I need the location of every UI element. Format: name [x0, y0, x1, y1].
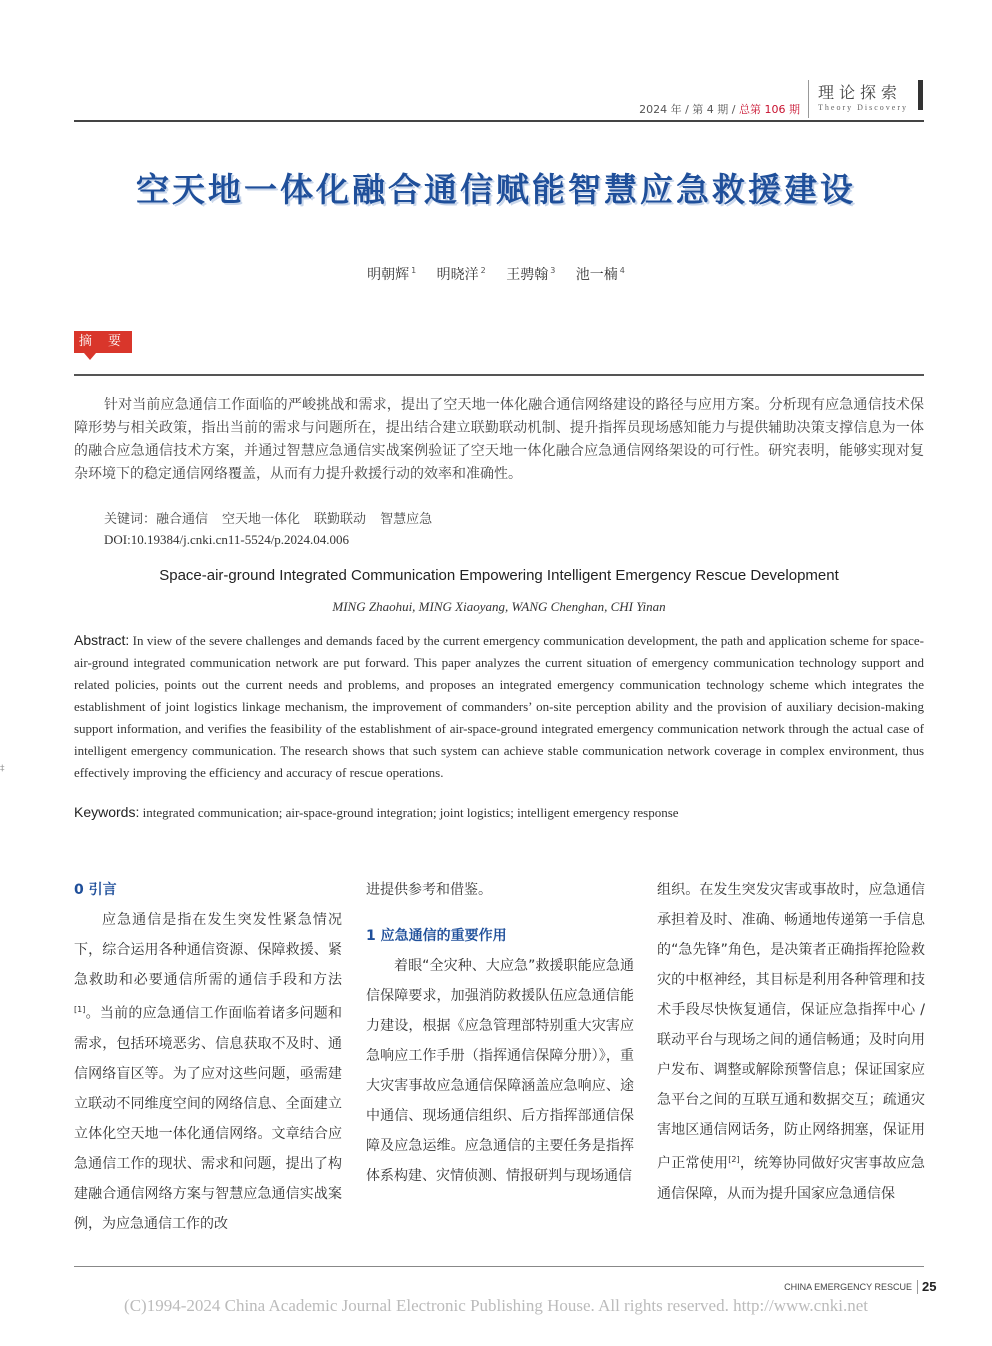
author	[506, 267, 555, 283]
body-column-2	[366, 875, 634, 1191]
body-paragraph: 进提供参考和借鉴。	[366, 882, 492, 898]
body-paragraph	[74, 905, 342, 1239]
citation-ref[interactable]: [1]	[74, 1005, 86, 1014]
section-heading: 0 引言	[74, 882, 117, 898]
margin-mark: ‡	[0, 764, 5, 774]
header-divider	[808, 80, 809, 118]
body-paragraph	[657, 875, 925, 1209]
body-column-3	[657, 875, 925, 1209]
author-name: 王骋翰	[506, 267, 549, 283]
author-affil: 2	[480, 266, 486, 276]
body-text: 。当前的应急通信工作面临着诸多问题和需求，包括环境恶劣、信息获取不及时、通信网络盲区等。为了应对这些问题，亟需建立联动不同维度空间的网络信息、全面建立立体化空天地一体化通信网络。文章结合应急通信工作的现状、需求和问题，提出了构建融合通信网络方案与智慧应急通信实战案例，为应急通信工作的改	[74, 1005, 342, 1232]
article-title: 空天地一体化融合通信赋能智慧应急救援建设	[136, 170, 856, 209]
keyword: 联勤联动	[314, 512, 367, 527]
author-name: 明晓洋	[436, 267, 479, 283]
header-rule	[74, 120, 924, 122]
body-paragraph: 着眼“全灾种、大应急”救援职能应急通信保障要求，加强消防救援队伍应急通信能力建设，根据《应急管理部特别重大灾害应急响应工作手册（指挥通信保障分册）》，重大灾害事故应急通信保障涵盖应急响应、途中通信、现场通信组织、后方指挥部通信保障及应急运维。应急通信的主要任务是指挥体系构建、灾情侦测、情报研判与现场通信	[366, 958, 634, 1184]
author-list	[0, 264, 992, 284]
english-keywords	[74, 804, 924, 821]
keywords-label: 关键词：	[104, 512, 157, 527]
abstract-rule	[74, 374, 924, 376]
english-authors: MING Zhaohui, MING Xiaoyang, WANG Chenghan, CHI Yinan	[332, 599, 666, 614]
section-heading: 1 应急通信的重要作用	[366, 928, 507, 944]
keyword: 智慧应急	[380, 512, 433, 527]
keyword: 融合通信	[156, 512, 209, 527]
keywords-cn	[104, 508, 924, 527]
author-name: 明朝辉	[367, 267, 410, 283]
body-text: 组织。在发生突发灾害或事故时，应急通信承担着及时、准确、畅通地传递第一手信息的“急先锋”角色，是决策者正确指挥抢险救灾的中枢神经，其目标是利用各种管理和技术手段尽快恢复通信，保证应急指挥中心 / 联动平台与现场之间的通信畅通；及时向用户发布、调整或解除预警信息；保证国家应急平台之间的互联互通和数据交互；疏通灾害地区通信网话务，防止网络拥塞，保证用户正常使用	[657, 882, 925, 1172]
author-affil: 1	[411, 266, 417, 276]
english-title: Space-air-ground Integrated Communication Empowering Intelligent Emergency Rescue Development	[159, 567, 839, 584]
column-title-cn: 理论探索	[818, 83, 903, 102]
issue-info: 2024 年 / 第 4 期 / 总第 106 期	[639, 103, 800, 116]
copyright-watermark: (C)1994-2024 China Academic Journal Electronic Publishing House. All rights reserved. http://www.cnki.net	[124, 1296, 868, 1315]
english-keywords-text: integrated communication; air-space-ground integration; joint logistics; intelligent emergency response	[142, 805, 679, 820]
issue-number: 第 4 期	[692, 103, 729, 116]
footer-divider	[917, 1280, 918, 1294]
author	[437, 267, 486, 283]
doi: DOI:10.19384/j.cnki.cn11-5524/p.2024.04.006	[104, 532, 350, 547]
author-affil: 3	[550, 266, 556, 276]
citation-ref[interactable]: [2]	[728, 1155, 740, 1164]
page-number: 25	[922, 1279, 937, 1294]
body-text: 应急通信是指在发生突发性紧急情况下，综合运用各种通信资源、保障救援、紧急救助和必要通信所需的通信手段和方法	[74, 912, 342, 988]
abstract-label: Abstract:	[74, 632, 130, 648]
body-text: ，统筹协同做好灾害事故应急通信保障，从而为提升国家应急通信保	[657, 1155, 926, 1202]
issue-year: 2024 年	[639, 103, 682, 116]
author-name: 池一楠	[575, 267, 618, 283]
author-affil: 4	[619, 266, 625, 276]
abstract-tag-pointer	[84, 353, 96, 360]
author	[367, 267, 416, 283]
footer-journal: CHINA EMERGENCY RESCUE	[784, 1282, 912, 1292]
abstract-cn-text: 针对当前应急通信工作面临的严峻挑战和需求，提出了空天地一体化融合通信网络建设的路径与应用方案。分析现有应急通信技术保障形势与相关政策，指出当前的需求与问题所在，提出结合建立联勤联动机制、提升指挥员现场感知能力与提供辅助决策支撑信息为一体的融合应急通信技术方案，并通过智慧应急通信实战案例验证了空天地一体化融合应急通信网络架设的可行性。研究表明，能够实现对复杂环境下的稳定通信网络覆盖，从而有力提升救援行动的效率和准确性。	[74, 397, 924, 482]
footer-rule	[74, 1266, 924, 1267]
column-title-en: Theory Discovery	[818, 103, 908, 112]
keywords-label-en: Keywords:	[74, 804, 140, 820]
author	[576, 267, 625, 283]
keyword: 空天地一体化	[222, 512, 301, 527]
english-abstract	[74, 629, 924, 784]
header-bar	[918, 80, 923, 110]
abstract-tag: 摘 要	[74, 331, 132, 353]
issue-total: 总第 106 期	[739, 103, 800, 116]
body-column-1	[74, 875, 342, 1239]
english-abstract-text: In view of the severe challenges and demands faced by the current emergency communication development, the path and application scheme for space-air-ground integrated communication network are put forward. This paper analyzes the current situation of emergency communication technology support and related policies, points out the current needs and problems, and proposes an integrated emergency communication technology scheme which integrates the establishment of joint logistics linkage mechanism, the improvement of commanders’ on-site perception ability and the provision of auxiliary decision-making support information, and verifies the feasibility of the establishment of air-space-ground integrated emergency communication network through the actual case of intelligent emergency communication. The research shows that such system can achieve stable communication network coverage in complex environment, thus effectively improving the efficiency and accuracy of rescue operations.	[74, 633, 924, 780]
